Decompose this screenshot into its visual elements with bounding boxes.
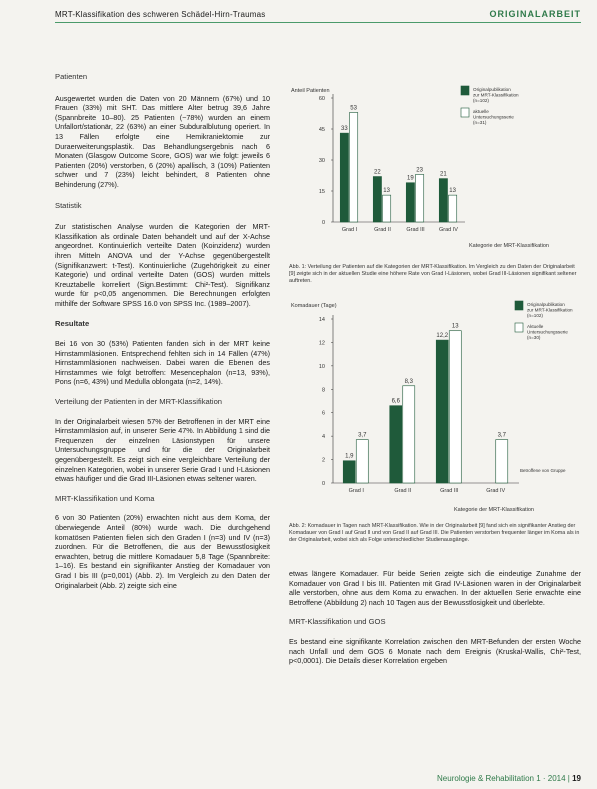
y-tick-label: 45 xyxy=(318,127,325,133)
bar-label: 21 xyxy=(440,171,447,178)
chart2-annotation: Betroffene von Gruppe xyxy=(520,468,566,473)
legend-entry: aktuelle Untersuchungsserie (n=31) xyxy=(473,109,514,126)
legend-entry: Aktuelle Untersuchungsserie (n=30) xyxy=(527,324,568,341)
bar-label: 13 xyxy=(383,188,390,195)
y-tick-label: 12 xyxy=(318,340,325,347)
footer-journal: Neurologie & Rehabilitation 1 · 2014 xyxy=(437,774,566,783)
y-tick-label: 30 xyxy=(318,158,325,164)
chart1-x-axis-label: Kategorie der MRT-Klassifikation xyxy=(469,243,549,249)
y-tick-label: 4 xyxy=(321,434,325,441)
x-tick-label: Grad IV xyxy=(486,488,506,494)
x-tick-label: Grad II xyxy=(394,488,412,494)
heading-resultate: Resultate xyxy=(55,319,90,329)
chart1-y-axis-label: Anteil Patienten xyxy=(291,88,330,94)
text-patienten: Ausgewertet wurden die Daten von 20 Männern (67%) und 10 Frauen (33%) mit SHT. Das mittlere Alter betrug 39,6 Jahre (Spannbreite 10–80). 25 Patienten (~78%) wurden an einem Unfallort/stationär, 22 (63%) an einer Subduralblutung operiert. In 13 Fällen erfolgte eine Hemikraniektomie zur Duraerweiterungsplastik. Das Behandlungsergebnis nach 6 Monaten (Glasgow Outcome Score, GOS) war wie folgt: jeweils 6 Patienten (20%) verstorben, 6 (20%) apallisch, 3 (10%) Patienten schwer und 7 (23%) leicht behindert, 8 Patienten ohne Behinderung (27%). xyxy=(55,93,270,189)
bar xyxy=(449,331,461,483)
chart2-x-axis-label: Kategorie der MRT-Klassifikation xyxy=(454,507,534,513)
bar xyxy=(403,386,415,483)
x-tick-label: Grad III xyxy=(406,227,425,233)
y-tick-label: 8 xyxy=(321,387,325,394)
text-verteilung: In der Originalarbeit wiesen 57% der Betroffenen in der MRT eine Hirnstammläsion auf, in unserer Serie 47%. In Abbildung 1 sind die Frequenzen der einzelnen Läsionstypen für unsere Untersuchungsgruppe und für die der Originalarbeit gegenübergestellt. Es zeigt sich eine vergleichbare Verteilung der einzelnen Kategorien, wobei in unserer Serie Grad I und I-Läsionen etwas häufiger und die Grad III-Läsionen etwas seltener waren. xyxy=(55,416,270,484)
bar-label: 6,6 xyxy=(391,398,400,405)
figure-2-caption: Abb. 2: Komadauer in Tagen nach MRT-Klassifikation. Wie in der Originalarbeit [9] fand sich ein signifikanter Anstieg der Komadauer von Grad I auf Grad II und von Grad II auf Grad III. Die Patienten verstorben frequenter länger im Koma als in der Originalarbeit, wobei sich als Folge unterschiedlicher Studienausgänge. xyxy=(289,523,580,543)
y-tick-label: 6 xyxy=(321,410,325,417)
heading-sgs: MRT-Klassifikation und GOS xyxy=(289,617,386,627)
chart2-y-axis-label: Komadauer (Tage) xyxy=(291,303,337,309)
text-right-1: etwas längere Komadauer. Für beide Serien zeigte sich die eindeutige Zunahme der Komadauer von Grad I bis III. Patienten mit Grad IV-Läsionen waren in der Originalarbeit alle verstorben, ohne aus dem Koma zu erwachen. In der aktuellen Serie erwachte eine Betroffene (Abbildung 2) nach 10 Tagen aus der Bewusstlosigkeit und überlebte. xyxy=(289,569,581,607)
bar xyxy=(390,406,402,483)
bar-label: 3,7 xyxy=(358,432,367,439)
y-tick-label: 14 xyxy=(318,317,325,323)
bar-label: 3,7 xyxy=(497,432,506,439)
header-rule xyxy=(55,22,581,23)
heading-patienten: Patienten xyxy=(55,72,88,81)
text-koma: 6 von 30 Patienten (20%) erwachten nicht aus dem Koma, der überwiegende Anteil (80%) wurde wach. Die durchgehend komatösen Patienten fielen sich den Graden I (n=3) und IV (n=3) zuordnen. Für die Betroffenen, die aus der Bewusstlosigkeit erwachten, betrug die mittlere Komadauer 5,8 Tage (Spannbreite: 1–16). Es bestand ein signifikanter Anstieg der Komadauer von Grad I bis III (p=0,001) (Abb. 2). Im Vergleich zu den Daten der Originalarbeit (Abb. 2) zeigte sich eine xyxy=(55,513,270,590)
legend-entry: Originalpublikation zur MRT-Klassifikation (n=102) xyxy=(527,302,573,319)
bar-label: 12,2 xyxy=(436,333,449,340)
bar xyxy=(373,177,381,222)
bar-label: 13 xyxy=(451,323,459,330)
bar-label: 53 xyxy=(350,105,357,112)
bar xyxy=(416,174,424,222)
legend-swatch xyxy=(461,86,469,95)
figure-2-chart xyxy=(289,297,581,515)
x-tick-label: Grad III xyxy=(440,488,459,494)
bar-label: 23 xyxy=(416,167,423,174)
bar xyxy=(449,195,457,222)
x-tick-label: Grad II xyxy=(374,227,391,233)
bar xyxy=(343,461,355,483)
footer-page-number: 19 xyxy=(572,774,581,783)
heading-verteilung: Verteilung der Patienten in der MRT-Klassifikation xyxy=(55,397,223,407)
heading-koma: MRT-Klassifikation und Koma xyxy=(55,493,155,503)
text-statistik: Zur statistischen Analyse wurden die Kategorien der MRT-Klassifikation als ordinale Daten behandelt und auf der X-Achse angeordnet. Kontinuierlich verteilte Daten (Koinzidenz) wurden ihren Mitteln ANOVA und der Y-Achse gegenübergestellt (Signifikanzwert: t-Test). Kontinuierliche (Zugehörigkeit zu einer Kategorie) und ordinal verteilte Daten (GOS) wurden mittels Kreuztabelle korreliert (Sign.Bestimmt: Chi²-Test). Signifikanz wurde für p<0,05 angenommen. Die Berechnungen erfolgten mithilfe der Software SPSS 16.0 von SPSS Inc. (1989–2007). xyxy=(55,222,270,308)
y-tick-label: 2 xyxy=(321,457,325,464)
x-tick-label: Grad IV xyxy=(439,227,458,233)
legend-entry: Originalpublikation zur MRT-Klassifikation (n=102) xyxy=(473,87,519,104)
text-resultate: Bei 16 von 30 (53%) Patienten fanden sich in der MRT keine Hirnstammläsionen. Entsprechend fehlten sich in 14 Fällen (47%) Hirnstammläsionen nachweisen. Dabei waren die Ebenen des Hirnstammes wie folgt betroffen: Mesencephalon (n=13, 93%), Pons (n=6, 43%) und Medulla oblongata (n=2, 14%). xyxy=(55,339,270,387)
y-tick-label: 0 xyxy=(321,220,325,226)
bar xyxy=(406,183,414,222)
right-column xyxy=(289,569,581,666)
bar-label: 33 xyxy=(341,126,348,133)
bar-label: 19 xyxy=(407,175,414,182)
text-right-2: Es bestand eine signifikante Korrelation zwischen den MRT-Befunden der ersten Woche nach Unfall und dem GOS 6 Monate nach dem Ereignis (Kruskal-Wallis, Chi²-Test, p<0,0001). Die Details dieser Korrelation ergeben xyxy=(289,636,581,666)
bar xyxy=(340,133,348,222)
bar-label: 8,3 xyxy=(404,378,413,385)
x-tick-label: Grad I xyxy=(348,488,364,494)
y-tick-label: 60 xyxy=(318,96,325,102)
legend-swatch xyxy=(461,108,469,117)
running-title: MRT-Klassifikation des schweren Schädel-Hirn-Traumas xyxy=(55,10,266,19)
bar xyxy=(356,440,368,483)
bar xyxy=(439,179,447,222)
page-footer: Neurologie & Rehabilitation 1 · 2014 | 19 xyxy=(437,774,581,783)
figure-1-caption: Abb. 1: Verteilung der Patienten auf die Kategorien der MRT-Klassifikation. Im Vergleich zu den Daten der Originalarbeit [9] zeigte sich in der aktuellen Studie eine höhere Rate von Grad I-Läsionen, wobei Grad III-Läsionen signifikant seltener auftreten. xyxy=(289,264,577,284)
bar xyxy=(350,112,358,222)
section-label: ORIGINALARBEIT xyxy=(489,9,581,19)
legend-swatch xyxy=(515,301,523,310)
bar xyxy=(436,340,448,483)
bar-label: 13 xyxy=(449,188,456,195)
bar xyxy=(383,195,391,222)
bar-label: 1,9 xyxy=(345,453,354,460)
bar-label: 22 xyxy=(374,169,381,176)
y-tick-label: 0 xyxy=(321,481,325,487)
bar xyxy=(496,440,508,483)
y-tick-label: 10 xyxy=(318,363,325,370)
figure-1-chart xyxy=(289,84,581,252)
legend-swatch xyxy=(515,323,523,332)
heading-statistik: Statistik xyxy=(55,200,82,210)
left-column xyxy=(55,72,270,590)
y-tick-label: 15 xyxy=(318,189,325,195)
x-tick-label: Grad I xyxy=(341,227,358,233)
